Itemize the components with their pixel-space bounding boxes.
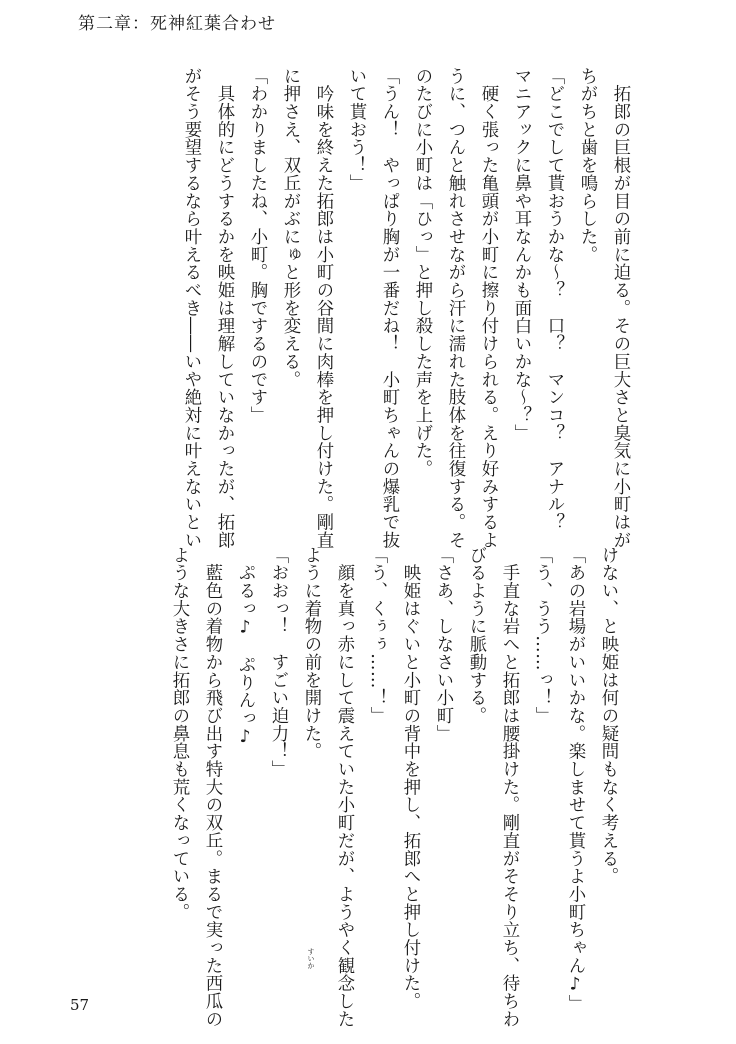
- text-line: 拓郎の巨根が目の前に迫る。その巨大さと臭気に小町はが: [610, 67, 630, 549]
- text-line: うに、つんと触れさせながら汗に濡れた肢体を往復する。そ: [445, 67, 465, 549]
- text-line: マニアックに鼻や耳なんかも面白いかな～？」: [511, 67, 531, 442]
- text-line: びるように脈動する。: [466, 546, 486, 725]
- text-line: のたびに小町は「ひっ」と押し殺した声を上げた。: [412, 67, 432, 478]
- text-line: 手直な岩へと拓郎は腰掛けた。剛直がそそり立ち、待ちわ: [499, 546, 519, 1028]
- running-header: 第二章：死神紅葉合わせ: [78, 14, 276, 34]
- page-number: 57: [70, 996, 90, 1014]
- text-line: 「わかりましたね、小町。胸でするのです」: [247, 67, 267, 424]
- text-line: 「うん！ やっぱり胸が一番だね！ 小町ちゃんの爆乳で抜: [379, 67, 399, 549]
- text-block-upper: [174, 67, 636, 549]
- text-line: ちがちと歯を鳴らした。: [577, 67, 597, 264]
- text-line: 「う、うう……っ！」: [532, 546, 552, 725]
- text-line: に押さえ、双丘がぶにゅと形を変える。: [280, 67, 300, 389]
- text-line: 吟味を終えた拓郎は小町の谷間に肉棒を押し付けた。剛直: [313, 67, 333, 549]
- text-line: ように着物の前を開けた。: [301, 546, 321, 761]
- text-line: 「う、くぅぅ……！」: [367, 546, 387, 725]
- text-line: 硬く張った亀頭が小町に擦り付けられる。えり好みするよ: [478, 67, 498, 549]
- text-line: ぷるっ♪ ぷりんっ♪: [235, 546, 255, 748]
- text-line: 「どこでして貰おうかな～？ 口？ マンコ？ アナル？: [544, 67, 564, 532]
- text-line: 具体的にどうするかを映姫は理解していなかったが、拓郎: [214, 67, 234, 549]
- text-block-lower: [162, 546, 624, 1028]
- text-line: 顔を真っ赤にして震えていた小町だが、ようやく観念した: [334, 546, 354, 1028]
- text-line: ような大きさに拓郎の鼻息も荒くなっている。: [169, 546, 189, 921]
- text-line: いて貰おう！」: [346, 67, 366, 192]
- text-line: けない、と映姫は何の疑問もなく考える。: [598, 546, 618, 886]
- text-line: がそう要望するなら叶えるべき――いや絶対に叶えないとい: [181, 67, 201, 549]
- text-line: 藍色の着物から飛び出す特大の双丘。まるで実った西瓜の: [202, 546, 222, 1028]
- text-line: 「おおっ！ すごい迫力！」: [268, 546, 288, 779]
- text-line: 映姫はぐいと小町の背中を押し、拓郎へと押し付けた。: [400, 546, 420, 1011]
- text-line: 「さあ、しなさい小町」: [433, 546, 453, 743]
- furigana-ruby: すいか: [307, 948, 315, 969]
- text-line: 「あの岩場がいいかな。楽しませて貰うよ小町ちゃん♪」: [565, 546, 585, 1013]
